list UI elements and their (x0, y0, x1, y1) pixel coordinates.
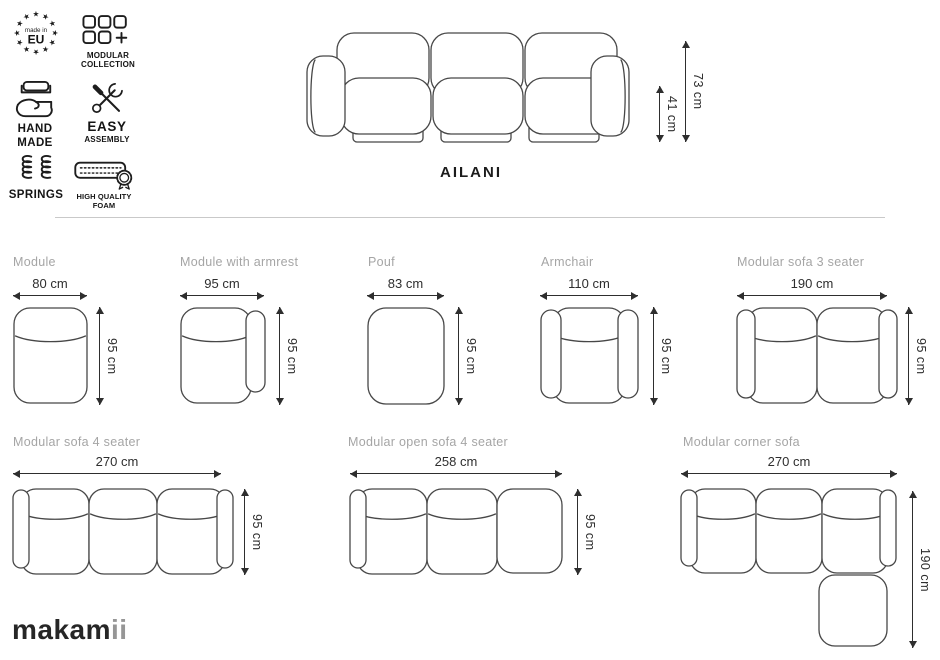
pouf-height-dimension: 95 cm (458, 307, 478, 405)
springs-badge (4, 152, 68, 203)
armrest-outline (618, 310, 638, 398)
pouf-outline (368, 308, 444, 404)
svg-text:★: ★ (32, 9, 40, 19)
high-quality-foam-badge (66, 158, 142, 211)
svg-text:★: ★ (21, 43, 32, 55)
module-outline (690, 489, 756, 573)
svg-text:★: ★ (21, 11, 32, 23)
module-outline (157, 489, 225, 574)
svg-text:★: ★ (40, 11, 51, 23)
open-sofa4-drawing (349, 488, 563, 576)
armrest-outline (880, 490, 896, 566)
section-label-module-armrest: Module with armrest (180, 255, 299, 269)
sofa4-height-dimension: 95 cm (244, 489, 264, 575)
section-label-armchair: Armchair (541, 255, 594, 269)
armchair-width-dimension: 110 cm (540, 277, 638, 296)
dimension-arrow (13, 473, 221, 474)
section-label-open-sofa4: Modular open sofa 4 seater (348, 435, 508, 449)
dimension-arrow (681, 473, 897, 474)
armrest-outline (737, 310, 755, 398)
product-title: AILANI (440, 164, 502, 181)
svg-text:★: ★ (50, 29, 60, 37)
dimension-arrow (180, 295, 264, 296)
sofa4-width-dimension: 270 cm (13, 455, 221, 474)
section-label-sofa4: Modular sofa 4 seater (13, 435, 141, 449)
made-in-eu-badge (8, 6, 64, 60)
hand-made-badge (6, 80, 64, 150)
module-width-dimension: 80 cm (13, 277, 87, 296)
armchair-height-dimension: 95 cm (653, 307, 673, 405)
armrest-outline (217, 490, 233, 568)
module-outline (21, 489, 89, 574)
hand-made-label: HAND MADE (17, 123, 53, 149)
seat-cushion (433, 78, 523, 134)
module-height-dimension: 95 cm (99, 307, 119, 405)
eu-label: EU (27, 32, 45, 47)
module-outline (89, 489, 157, 574)
sofa3-width-dimension: 190 cm (737, 277, 887, 296)
corner-sofa-drawing (680, 488, 898, 649)
total-height-dimension: 73 cm (685, 41, 705, 142)
module-outline (822, 489, 888, 573)
armchair-drawing (540, 307, 639, 405)
armrest-outline (879, 310, 897, 398)
dimension-arrow (659, 86, 660, 142)
made-in-label: made in (24, 27, 48, 35)
module-outline (747, 308, 817, 403)
easy-assembly-icon (88, 80, 126, 116)
module-armrest-height-dimension: 95 cm (279, 307, 299, 405)
dimension-arrow (244, 489, 245, 575)
dimension-arrow (279, 307, 280, 405)
easy-assembly-badge (76, 80, 138, 144)
module-outline (357, 489, 427, 574)
armrest-outline (541, 310, 561, 398)
dimension-arrow (908, 307, 909, 405)
section-divider (55, 217, 885, 218)
module-outline (181, 308, 251, 403)
armrest-outline (681, 490, 697, 566)
seat-height-dimension: 41 cm (659, 86, 679, 142)
svg-text:★: ★ (14, 18, 26, 29)
dimension-arrow (13, 295, 87, 296)
svg-text:★: ★ (40, 43, 51, 55)
hand-made-icon (12, 80, 58, 120)
armrest-outline (350, 490, 366, 568)
module-drawing (13, 307, 89, 405)
brand-logo-secondary: ii (111, 614, 128, 645)
corner-sofa-height-dimension: 190 cm (912, 491, 932, 648)
section-label-sofa3: Modular sofa 3 seater (737, 255, 865, 269)
dimension-arrow (577, 489, 578, 575)
dimension-arrow (540, 295, 638, 296)
high-quality-foam-icon (72, 158, 136, 190)
sofa3-height-dimension: 95 cm (908, 307, 928, 405)
section-label-corner-sofa: Modular corner sofa (683, 435, 800, 449)
module-outline (817, 308, 887, 403)
module-outline (14, 308, 87, 403)
hero-sofa-drawing (303, 28, 633, 150)
dimension-arrow (367, 295, 444, 296)
eu-stars-icon (9, 6, 63, 60)
module-outline (427, 489, 497, 574)
open-sofa4-width-dimension: 258 cm (350, 455, 562, 474)
dimension-arrow (350, 473, 562, 474)
dimension-arrow (458, 307, 459, 405)
open-sofa4-height-dimension: 95 cm (577, 489, 597, 575)
svg-text:★: ★ (12, 29, 22, 37)
svg-text:★: ★ (46, 18, 58, 29)
dimension-arrow (99, 307, 100, 405)
module-with-armrest-drawing (180, 307, 266, 405)
sofa4-drawing (12, 488, 234, 576)
svg-text:★: ★ (14, 37, 26, 48)
brand-logo-primary: makam (12, 614, 112, 645)
springs-icon (16, 152, 56, 186)
modular-collection-label: MODULAR COLLECTION (81, 51, 135, 70)
module-outline (553, 308, 625, 403)
modular-collection-badge (74, 14, 142, 70)
modular-collection-icon (82, 14, 134, 48)
dimension-arrow (737, 295, 887, 296)
module-armrest-width-dimension: 95 cm (180, 277, 264, 296)
pouf-width-dimension: 83 cm (367, 277, 444, 296)
pouf-outline (497, 489, 562, 573)
springs-label: SPRINGS (8, 189, 64, 201)
corner-sofa-width-dimension: 270 cm (681, 455, 897, 474)
armrest-outline (246, 311, 265, 392)
dimension-arrow (653, 307, 654, 405)
high-quality-foam-label: HIGH QUALITY FOAM (76, 192, 132, 210)
section-label-pouf: Pouf (368, 255, 395, 269)
brand-logo (12, 614, 128, 646)
section-label-module: Module (13, 255, 56, 269)
svg-text:★: ★ (32, 47, 40, 57)
dimension-arrow (685, 41, 686, 142)
sofa3-drawing (736, 307, 898, 405)
easy-assembly-label: EASY ASSEMBLY (84, 119, 130, 144)
module-outline (756, 489, 822, 573)
seat-cushion (341, 78, 431, 134)
pouf-drawing (367, 307, 445, 405)
pouf-outline (819, 575, 887, 646)
armrest-outline (13, 490, 29, 568)
dimension-arrow (912, 491, 913, 648)
svg-text:★: ★ (46, 37, 58, 48)
